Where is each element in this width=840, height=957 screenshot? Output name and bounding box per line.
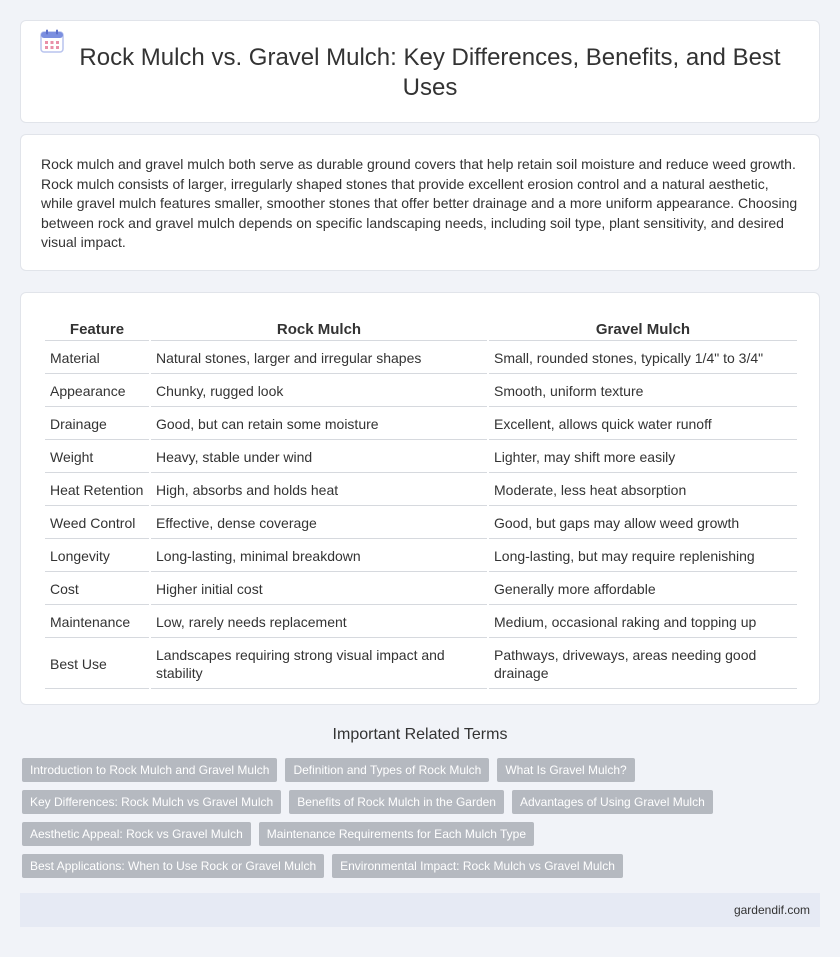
related-term-tag[interactable]: Advantages of Using Gravel Mulch [512, 790, 713, 814]
header-card [20, 20, 820, 123]
feature-cell: Longevity [45, 541, 149, 572]
related-term-tag[interactable]: What Is Gravel Mulch? [497, 758, 634, 782]
rock-cell: High, absorbs and holds heat [151, 475, 487, 506]
header-rock-mulch: Rock Mulch [151, 315, 487, 341]
gravel-cell: Pathways, driveways, areas needing good drainage [489, 640, 797, 689]
related-term-tag[interactable]: Key Differences: Rock Mulch vs Gravel Mulch [22, 790, 281, 814]
feature-cell: Weight [45, 442, 149, 473]
gravel-cell: Smooth, uniform texture [489, 376, 797, 407]
page-title: Rock Mulch vs. Gravel Mulch: Key Differences, Benefits, and Best Uses [79, 44, 781, 101]
table-row [45, 640, 797, 689]
rock-cell: Effective, dense coverage [151, 508, 487, 539]
comparison-table [43, 313, 799, 691]
header-feature: Feature [45, 315, 149, 341]
rock-cell: Good, but can retain some moisture [151, 409, 487, 440]
related-term-tag[interactable]: Aesthetic Appeal: Rock vs Gravel Mulch [22, 822, 251, 846]
gravel-cell: Generally more affordable [489, 574, 797, 605]
table-row [45, 607, 797, 638]
intro-card [20, 134, 820, 271]
rock-cell: Natural stones, larger and irregular shapes [151, 343, 487, 374]
table-row [45, 574, 797, 605]
related-term-tag[interactable]: Maintenance Requirements for Each Mulch Type [259, 822, 534, 846]
feature-cell: Cost [45, 574, 149, 605]
gravel-cell: Medium, occasional raking and topping up [489, 607, 797, 638]
gravel-cell: Excellent, allows quick water runoff [489, 409, 797, 440]
gravel-cell: Long-lasting, but may require replenishing [489, 541, 797, 572]
intro-paragraph: Rock mulch and gravel mulch both serve as durable ground covers that help retain soil moisture and reduce weed growth. Rock mulch consists of larger, irregularly shaped stones that provide excellent erosion control and a natural aesthetic, while gravel mulch features smaller, smoother stones that offer better drainage and a more uniform appearance. Choosing between rock and gravel mulch depends on specific landscaping needs, including soil type, plant sensitivity, and desired visual impact. [41, 156, 798, 250]
rock-cell: Long-lasting, minimal breakdown [151, 541, 487, 572]
table-row [45, 442, 797, 473]
related-term-tag[interactable]: Introduction to Rock Mulch and Gravel Mulch [22, 758, 277, 782]
comparison-card [20, 292, 820, 705]
related-term-tag[interactable]: Environmental Impact: Rock Mulch vs Gravel Mulch [332, 854, 623, 878]
table-row [45, 475, 797, 506]
rock-cell: Heavy, stable under wind [151, 442, 487, 473]
gravel-cell: Small, rounded stones, typically 1/4" to 3/4" [489, 343, 797, 374]
site-name[interactable]: gardendif.com [733, 903, 810, 917]
table-row [45, 376, 797, 407]
gravel-cell: Moderate, less heat absorption [489, 475, 797, 506]
table-row [45, 541, 797, 572]
related-term-tag[interactable]: Benefits of Rock Mulch in the Garden [289, 790, 504, 814]
footer [20, 893, 820, 927]
related-term-tag[interactable]: Best Applications: When to Use Rock or Gravel Mulch [22, 854, 324, 878]
rock-cell: Chunky, rugged look [151, 376, 487, 407]
rock-cell: Higher initial cost [151, 574, 487, 605]
rock-cell: Landscapes requiring strong visual impact and stability [151, 640, 487, 689]
feature-cell: Appearance [45, 376, 149, 407]
feature-cell: Maintenance [45, 607, 149, 638]
table-row [45, 409, 797, 440]
table-row [45, 508, 797, 539]
feature-cell: Material [45, 343, 149, 374]
feature-cell: Best Use [45, 640, 149, 689]
related-terms-list [22, 758, 812, 878]
feature-cell: Heat Retention [45, 475, 149, 506]
related-terms-heading: Important Related Terms [332, 726, 508, 743]
related-term-tag[interactable]: Definition and Types of Rock Mulch [285, 758, 489, 782]
table-row [45, 343, 797, 374]
rock-cell: Low, rarely needs replacement [151, 607, 487, 638]
gravel-cell: Good, but gaps may allow weed growth [489, 508, 797, 539]
gravel-cell: Lighter, may shift more easily [489, 442, 797, 473]
table-header-row [45, 315, 797, 341]
feature-cell: Drainage [45, 409, 149, 440]
header-gravel-mulch: Gravel Mulch [489, 315, 797, 341]
feature-cell: Weed Control [45, 508, 149, 539]
